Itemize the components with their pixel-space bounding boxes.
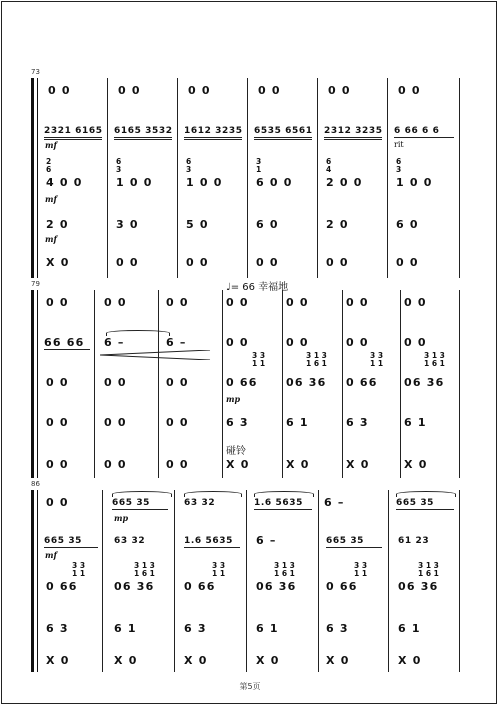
chord-note: 3 3 <box>370 351 384 360</box>
beam <box>254 139 312 140</box>
chord-stack <box>46 158 51 174</box>
slur-arc <box>254 491 314 497</box>
measure: 665 35 <box>44 536 83 546</box>
chord-stack <box>256 158 261 174</box>
chord-stack <box>370 352 383 368</box>
measure: 0 66 <box>226 376 258 389</box>
measure: 6 1 <box>256 622 279 635</box>
staff-row <box>34 176 464 190</box>
measure: 6 3 <box>326 622 349 635</box>
staff-row <box>34 376 464 390</box>
measure: X 0 <box>46 256 70 269</box>
chord-note: 3 1 3 <box>274 561 295 570</box>
chord-note: 1 1 <box>72 569 86 578</box>
measure: 0 0 <box>256 256 279 269</box>
beam <box>326 547 382 548</box>
beam <box>396 509 454 510</box>
staff-row <box>34 654 464 668</box>
measure: 1 0 0 <box>396 176 433 189</box>
measure: 6 3 <box>184 622 207 635</box>
staff-row <box>34 124 464 138</box>
slur-arc <box>112 491 172 497</box>
hairpin <box>100 350 212 360</box>
measure: 0 0 <box>104 376 127 389</box>
measure: 0 0 <box>166 376 189 389</box>
chord-stack <box>72 562 85 578</box>
chord-note: 1 6 1 <box>306 359 327 368</box>
beam <box>44 137 102 138</box>
staff-row <box>34 458 464 472</box>
measure: 0 0 <box>258 84 281 97</box>
chord-stack <box>116 158 121 174</box>
measure: 665 35 <box>112 498 151 508</box>
chord-stack <box>326 158 331 174</box>
measure: 6165 3532 <box>114 126 173 136</box>
measure: 0 0 <box>404 336 427 349</box>
measure: 6 0 <box>396 218 419 231</box>
measure: 0 0 <box>46 496 69 509</box>
measure: X 0 <box>286 458 310 471</box>
dynamic-mark: mf <box>45 140 57 150</box>
chord-note: 3 3 <box>72 561 86 570</box>
staff-row <box>34 534 464 548</box>
chord-note: 2 <box>46 157 52 166</box>
beam <box>184 547 240 548</box>
beam <box>114 139 172 140</box>
system-1 <box>31 68 464 278</box>
dynamic-mark: mp <box>226 394 241 404</box>
beam <box>114 137 172 138</box>
measure: 0 66 <box>46 580 78 593</box>
measure: 06 36 <box>256 580 297 593</box>
measure: 6 – <box>256 534 277 547</box>
chord-stack <box>134 562 155 578</box>
chord-note: 6 <box>46 165 52 174</box>
instrument-label: 碰铃 <box>226 446 246 457</box>
measure: 0 0 <box>186 256 209 269</box>
measure: 0 0 <box>116 256 139 269</box>
staff-row <box>34 84 464 98</box>
chord-note: 1 1 <box>212 569 226 578</box>
chord-note: 3 3 <box>212 561 226 570</box>
chord-note: 3 3 <box>354 561 368 570</box>
chord-note: 3 <box>116 165 122 174</box>
measure: 0 0 <box>226 296 249 309</box>
chord-stack <box>212 562 225 578</box>
measure: 0 0 <box>104 296 127 309</box>
measure: 1 0 0 <box>186 176 223 189</box>
staff-row <box>34 296 464 310</box>
beam <box>254 509 312 510</box>
chord-note: 3 3 <box>252 351 266 360</box>
measure: 1.6 5635 <box>254 498 303 508</box>
measure: 6 1 <box>404 416 427 429</box>
chord-note: 3 <box>396 165 402 174</box>
staff-row <box>34 580 464 594</box>
measure: X 0 <box>326 654 350 667</box>
measure: 63 32 <box>184 498 216 508</box>
tempo-marking: ♩= 66 幸福地 <box>226 282 289 293</box>
dynamic-mark: mf <box>45 194 57 204</box>
measure: 6 0 <box>256 218 279 231</box>
measure: X 0 <box>114 654 138 667</box>
chord-note: 1 <box>256 165 262 174</box>
measure: X 0 <box>404 458 428 471</box>
measure: 0 0 <box>326 256 349 269</box>
measure: 6 3 <box>346 416 369 429</box>
measure: 0 0 <box>188 84 211 97</box>
chord-note: 6 <box>116 157 122 166</box>
chord-note: 1 6 1 <box>424 359 445 368</box>
measure: 63 32 <box>114 536 146 546</box>
measure: 6 1 <box>286 416 309 429</box>
measure: 0 66 <box>346 376 378 389</box>
chord-note: 3 1 3 <box>424 351 445 360</box>
measure: 4 0 0 <box>46 176 83 189</box>
measure: X 0 <box>226 458 250 471</box>
measure: 06 36 <box>404 376 445 389</box>
chord-note: 6 <box>186 157 192 166</box>
measure: 665 35 <box>326 536 365 546</box>
measure: X 0 <box>256 654 280 667</box>
measure: 2 0 <box>326 218 349 231</box>
measure: 0 0 <box>118 84 141 97</box>
slur-arc <box>184 491 242 497</box>
measure: 6 3 <box>226 416 249 429</box>
staff-row <box>34 496 464 510</box>
chord-note: 1 1 <box>252 359 266 368</box>
beam <box>112 509 168 510</box>
chord-note: 3 1 3 <box>306 351 327 360</box>
chord-note: 3 1 3 <box>418 561 439 570</box>
measure: 6 – <box>324 496 345 509</box>
measure: 0 0 <box>226 336 249 349</box>
beam <box>324 137 382 138</box>
beam <box>324 139 382 140</box>
beam <box>184 137 242 138</box>
measure: 0 0 <box>286 336 309 349</box>
measure: 665 35 <box>396 498 435 508</box>
chord-note: 1 1 <box>370 359 384 368</box>
measure: 06 36 <box>286 376 327 389</box>
measure-number: 86 <box>31 480 40 488</box>
measure: 2321 6165 <box>44 126 103 136</box>
tempo-annotation: rit <box>394 140 404 149</box>
beam <box>44 547 98 548</box>
chord-stack <box>306 352 327 368</box>
measure: 61 23 <box>398 536 430 546</box>
beam <box>44 349 90 350</box>
measure: 0 0 <box>46 376 69 389</box>
chord-stack <box>418 562 439 578</box>
chord-note: 1 6 1 <box>134 569 155 578</box>
measure: 0 0 <box>396 256 419 269</box>
chord-note: 1 6 1 <box>418 569 439 578</box>
measure: 5 0 <box>186 218 209 231</box>
staff-row <box>34 256 464 270</box>
chord-stack <box>354 562 367 578</box>
measure: 06 36 <box>398 580 439 593</box>
system-2 <box>31 280 464 478</box>
measure: 3 0 <box>116 218 139 231</box>
measure: X 0 <box>184 654 208 667</box>
measure-number: 73 <box>31 68 40 76</box>
measure: 0 0 <box>346 296 369 309</box>
measure: 0 0 <box>104 458 127 471</box>
measure: 0 0 <box>48 84 71 97</box>
chord-stack <box>396 158 401 174</box>
measure-number: 79 <box>31 280 40 288</box>
staff-row <box>34 336 464 350</box>
measure: X 0 <box>398 654 422 667</box>
measure: 0 0 <box>166 458 189 471</box>
dynamic-mark: mf <box>45 550 57 560</box>
measure: 0 0 <box>46 458 69 471</box>
measure: 66 66 <box>44 336 85 349</box>
staff-row <box>34 218 464 232</box>
measure: 6 – <box>104 336 125 349</box>
slur-arc <box>396 491 456 497</box>
chord-note: 3 <box>256 157 262 166</box>
measure: 6 1 <box>114 622 137 635</box>
measure: 0 0 <box>398 84 421 97</box>
page-number: 第5页 <box>239 682 261 691</box>
tie-arc <box>106 330 170 336</box>
measure: X 0 <box>346 458 370 471</box>
measure: 0 66 <box>326 580 358 593</box>
chord-stack <box>186 158 191 174</box>
measure: 0 0 <box>166 416 189 429</box>
chord-stack <box>274 562 295 578</box>
measure: 6 1 <box>398 622 421 635</box>
chord-note: 6 <box>396 157 402 166</box>
dynamic-mark: mp <box>114 513 129 523</box>
chord-note: 6 <box>326 157 332 166</box>
measure: 0 0 <box>46 296 69 309</box>
dynamic-mark: mf <box>45 234 57 244</box>
system-3 <box>31 480 464 672</box>
measure: 1612 3235 <box>184 126 243 136</box>
measure: 2312 3235 <box>324 126 383 136</box>
chord-stack <box>424 352 445 368</box>
measure: 6 66 6 6 <box>394 126 440 136</box>
measure: 1.6 5635 <box>184 536 233 546</box>
measure: 6535 6561 <box>254 126 313 136</box>
measure: X 0 <box>46 654 70 667</box>
chord-note: 1 6 1 <box>274 569 295 578</box>
staff-row <box>34 622 464 636</box>
beam <box>184 139 242 140</box>
chord-note: 1 1 <box>354 569 368 578</box>
measure: 06 36 <box>114 580 155 593</box>
measure: 6 – <box>166 336 187 349</box>
chord-note: 3 1 3 <box>134 561 155 570</box>
measure: 0 0 <box>46 416 69 429</box>
chord-note: 3 <box>186 165 192 174</box>
measure: 0 0 <box>286 296 309 309</box>
measure: 0 0 <box>166 296 189 309</box>
measure: 0 66 <box>184 580 216 593</box>
chord-stack <box>252 352 265 368</box>
beam <box>254 137 312 138</box>
measure: 6 0 0 <box>256 176 293 189</box>
measure: 0 0 <box>104 416 127 429</box>
measure: 6 3 <box>46 622 69 635</box>
measure: 0 0 <box>328 84 351 97</box>
measure: 0 0 <box>346 336 369 349</box>
staff-row <box>34 416 464 430</box>
measure: 2 0 0 <box>326 176 363 189</box>
beam <box>394 137 454 138</box>
chord-note: 4 <box>326 165 332 174</box>
measure: 2 0 <box>46 218 69 231</box>
measure: 1 0 0 <box>116 176 153 189</box>
measure: 0 0 <box>404 296 427 309</box>
